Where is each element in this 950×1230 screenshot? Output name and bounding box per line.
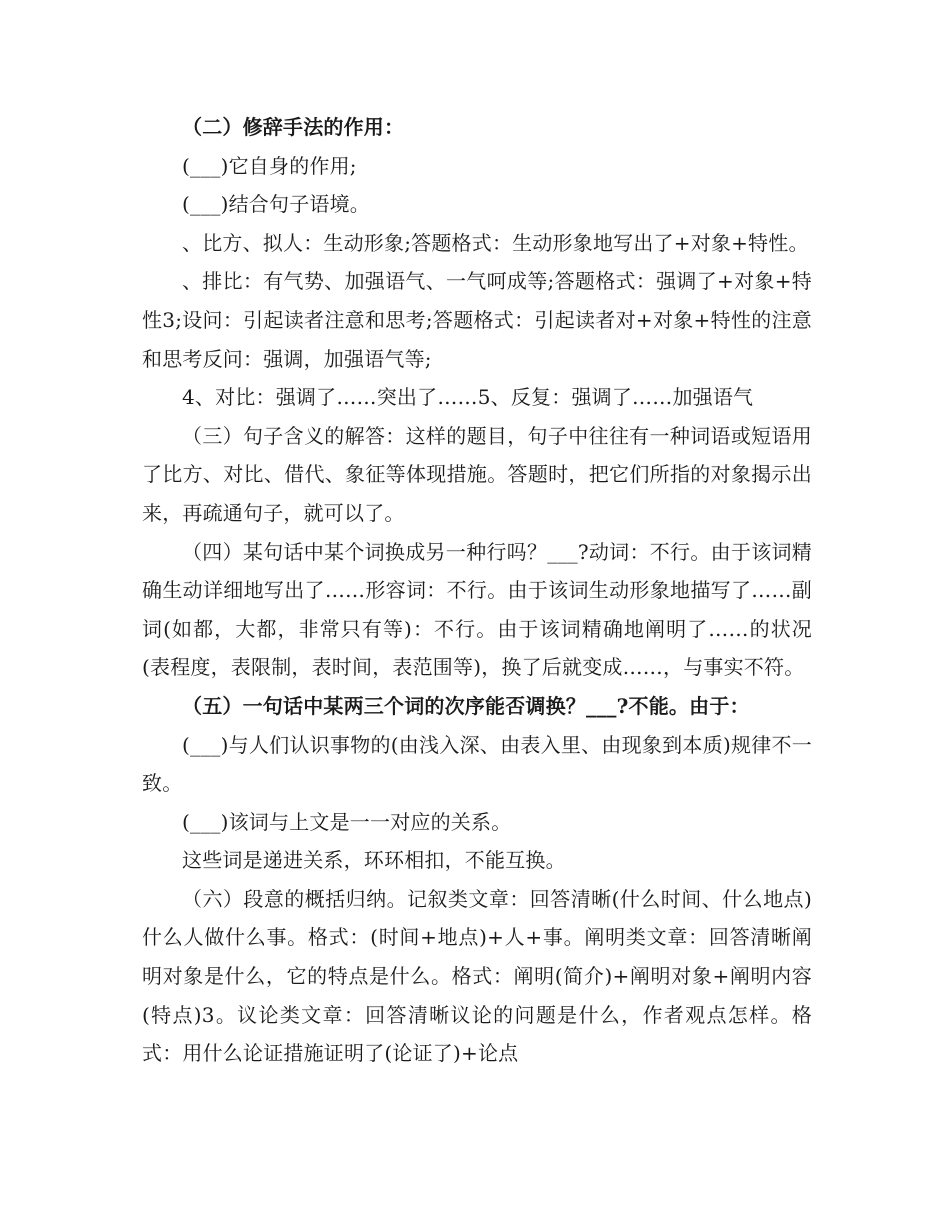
paragraph: (___)它自身的作用; [182, 153, 357, 178]
heading-word-order: （五）一句话中某两三个词的次序能否调换？___?不能。由于： [182, 693, 750, 718]
heading-rhetoric-function: （二）修辞手法的作用： [182, 115, 405, 139]
paragraph: 4、对比：强调了……突出了……5、反复：强调了……加强语气 [182, 385, 754, 410]
paragraph: 、比方、拟人：生动形象;答题格式：生动形象地写出了+对象+特性。 [182, 230, 809, 255]
paragraph: （六）段意的概括归纳。记叙类文章：回答清晰(什么时间、什么地点)什么人做什么事。格式：(时间+地点)+人+事。阐明类文章：回答清晰阐明对象是什么，它的特点是什么。格式：阐明(简介)+阐明对象+阐明内容(特点)3。议论类文章：回答清晰议论的问题是什么，作者观点怎样。格式：用什么论证措施证明了(论证了)+论点 [142, 886, 812, 1066]
paragraph: (___)该词与上文是一一对应的关系。 [182, 809, 512, 834]
paragraph: (___)结合句子语境。 [182, 192, 371, 217]
paragraph: 、排比：有气势、加强语气、一气呵成等;答题格式：强调了+对象+特性3;设问：引起读者注意和思考;答题格式：引起读者对+对象+特性的注意和思考反问：强调，加强语气等; [142, 269, 812, 371]
paragraph: (___)与人们认识事物的(由浅入深、由表入里、由现象到本质)规律不一致。 [142, 732, 812, 796]
document-body [142, 108, 812, 1073]
paragraph: （三）句子含义的解答：这样的题目，句子中往往有一种词语或短语用了比方、对比、借代、象征等体现措施。答题时，把它们所指的对象揭示出来，再疏通句子，就可以了。 [142, 423, 812, 525]
paragraph: 这些词是递进关系，环环相扣，不能互换。 [182, 848, 566, 873]
paragraph: （四）某句话中某个词换成另一种行吗？___?动词：不行。由于该词精确生动详细地写出了……形容词：不行。由于该词生动形象地描写了……副词(如都，大都，非常只有等)：不行。由于该词精确地阐明了……的状况(表程度，表限制，表时间，表范围等)，换了后就变成……，与事实不符。 [142, 539, 812, 680]
